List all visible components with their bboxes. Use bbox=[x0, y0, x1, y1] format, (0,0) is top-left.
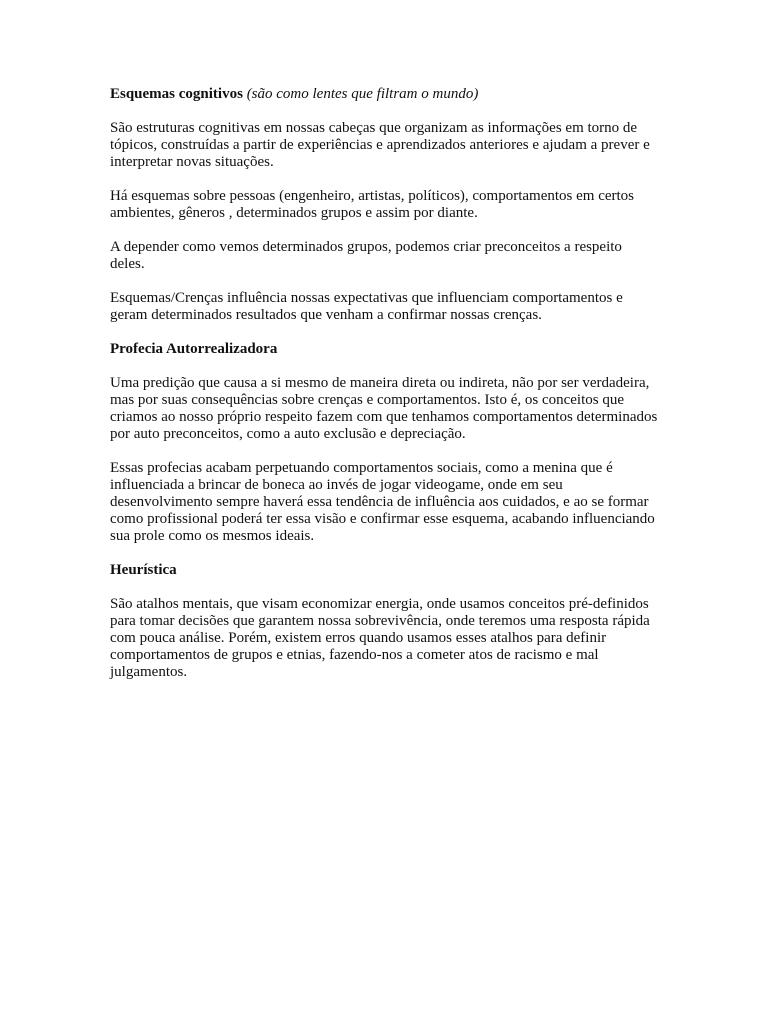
paragraph: Há esquemas sobre pessoas (engenheiro, artistas, políticos), comportamentos em certos ambientes, gêneros , determinados grupos e assim por diante. bbox=[110, 188, 635, 221]
section-heading-heuristica: Heurística bbox=[110, 562, 177, 578]
section-heading-profecia: Profecia Autorrealizadora bbox=[110, 341, 278, 357]
paragraph: A depender como vemos determinados grupos, podemos criar preconceitos a respeito deles. bbox=[110, 239, 622, 272]
paragraph: Essas profecias acabam perpetuando comportamentos sociais, como a menina que é influenciada a brincar de boneca ao invés de jogar videogame, onde em seu desenvolvimento sempre haverá essa tendência de influência aos cuidados, e ao se formar como profissional poderá ter essa visão e confirmar esse esquema, acabando influenciando sua prole como os mesmos ideais. bbox=[110, 460, 655, 544]
section-title: Esquemas cognitivos bbox=[110, 86, 243, 102]
section-heading-esquemas bbox=[110, 86, 658, 103]
paragraph: Uma predição que causa a si mesmo de maneira direta ou indireta, não por ser verdadeira, mas por suas consequências sobre crenças e comportamentos. Isto é, os conceitos que criamos ao nosso próprio respeito fazem com que tenhamos comportamentos determinados por auto preconceitos, como a auto exclusão e depreciação. bbox=[110, 375, 658, 442]
paragraph: São estruturas cognitivas em nossas cabeças que organizam as informações em torno de tópicos, construídas a partir de experiências e aprendizados anteriores e ajudam a prever e interpretar novas situações. bbox=[110, 120, 650, 170]
section-subtitle: (são como lentes que filtram o mundo) bbox=[246, 86, 479, 102]
paragraph: Esquemas/Crenças influência nossas expectativas que influenciam comportamentos e geram determinados resultados que venham a confirmar nossas crenças. bbox=[110, 290, 623, 323]
paragraph: São atalhos mentais, que visam economizar energia, onde usamos conceitos pré-definidos para tomar decisões que garantem nossa sobrevivência, onde teremos uma resposta rápida com pouca análise. Porém, existem erros quando usamos esses atalhos para definir comportamentos de grupos e etnias, fazendo-nos a cometer atos de racismo e mal julgamentos. bbox=[110, 596, 650, 680]
document-body bbox=[110, 86, 658, 698]
